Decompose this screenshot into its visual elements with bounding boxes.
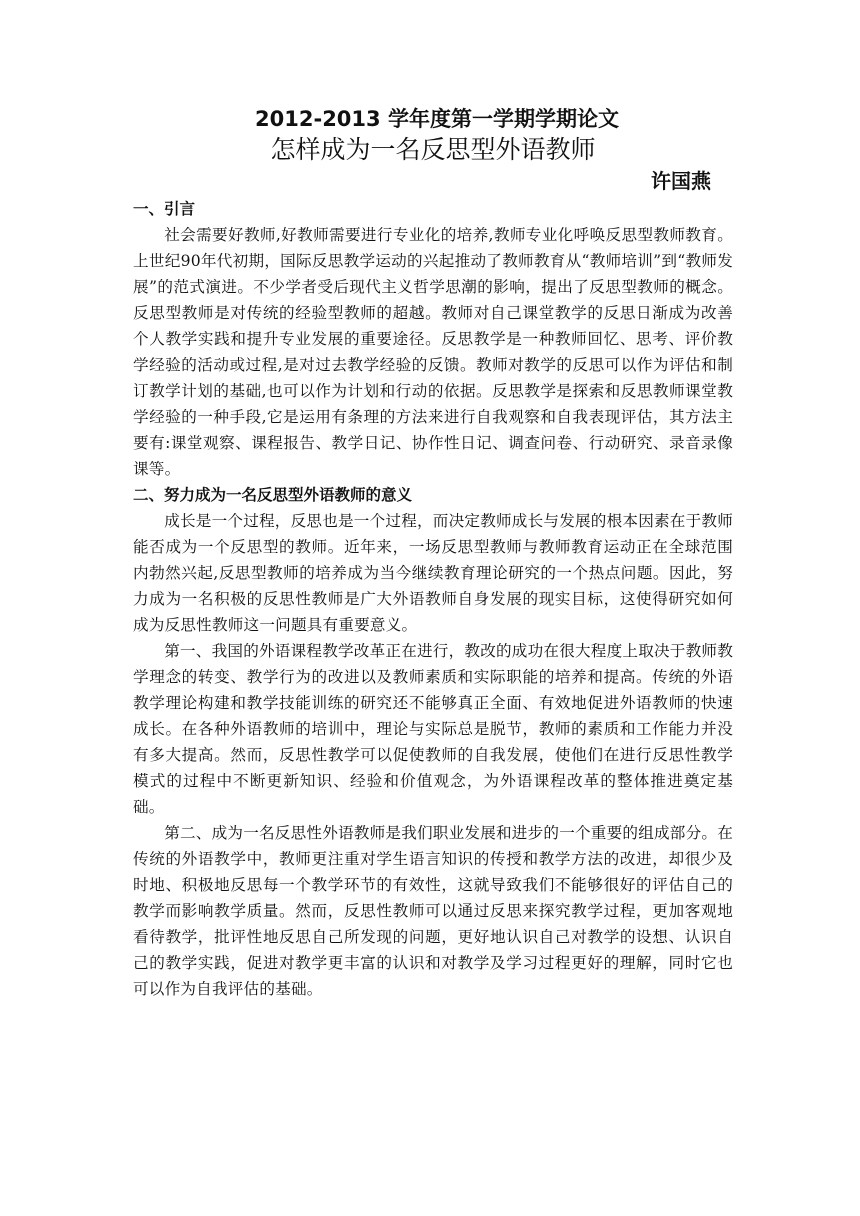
- paragraph: 第一、我国的外语课程教学改革正在进行，教改的成功在很大程度上取决于教师教学理念的转变、教学行为的改进以及教师素质和实际职能的培养和提高。传统的外语教学理论构建和教学技能训练的研究还不能够真正全面、有效地促进外语教师的快速成长。在各种外语教师的培训中，理论与实际总是脱节，教师的素质和工作能力并没有多大提高。然而，反思性教学可以促使教师的自我发展，使他们在进行反思性教学模式的过程中不断更新知识、经验和价值观念，为外语课程改革的整体推进奠定基础。: [133, 642, 733, 816]
- section-introduction: [133, 196, 733, 482]
- section-significance: [133, 482, 733, 1002]
- section-heading: 一、引言: [133, 200, 196, 218]
- section-heading: 二、努力成为一名反思型外语教师的意义: [133, 486, 413, 504]
- document-page: [133, 104, 733, 1002]
- document-title: 2012-2013 学年度第一学期学期论文: [255, 107, 619, 131]
- paragraph: 成长是一个过程，反思也是一个过程，而决定教师成长与发展的根本因素在于教师能否成为一个反思型的教师。近年来，一场反思型教师与教师教育运动正在全球范围内勃然兴起,反思型教师的培养成为当今继续教育理论研究的一个热点问题。因此，努力成为一名积极的反思性教师是广大外语教师自身发展的现实目标，这使得研究如何成为反思性教师这一问题具有重要意义。: [133, 512, 733, 634]
- document-subtitle: 怎样成为一名反思型外语教师: [270, 135, 596, 164]
- paragraph: 社会需要好教师,好教师需要进行专业化的培养,教师专业化呼唤反思型教师教育。上世纪90年代初期，国际反思教学运动的兴起推动了教师教育从“教师培训”到“教师发展”的范式演进。不少学者受后现代主义哲学思潮的影响，提出了反思型教师的概念。反思型教师是对传统的经验型教师的超越。教师对自己课堂教学的反思日渐成为改善个人教学实践和提升专业发展的重要途径。反思教学是一种教师回忆、思考、评价教学经验的活动或过程,是对过去教学经验的反馈。教师对教学的反思可以作为评估和制订教学计划的基础,也可以作为计划和行动的依据。反思教学是探索和反思教师课堂教学经验的一种手段,它是运用有条理的方法来进行自我观察和自我表现评估，其方法主要有:课堂观察、课程报告、教学日记、协作性日记、调查问卷、行动研究、录音录像课等。: [133, 226, 733, 478]
- author-name: 许国燕: [651, 169, 711, 193]
- paragraph: 第二、成为一名反思性外语教师是我们职业发展和进步的一个重要的组成部分。在传统的外语教学中，教师更注重对学生语言知识的传授和教学方法的改进，却很少及时地、积极地反思每一个教学环节的有效性，这就导致我们不能够很好的评估自己的教学而影响教学质量。然而，反思性教师可以通过反思来探究教学过程，更加客观地看待教学，批评性地反思自己所发现的问题，更好地认识自己对教学的设想、认识自己的教学实践，促进对教学更丰富的认识和对教学及学习过程更好的理解，同时它也可以作为自我评估的基础。: [133, 824, 733, 998]
